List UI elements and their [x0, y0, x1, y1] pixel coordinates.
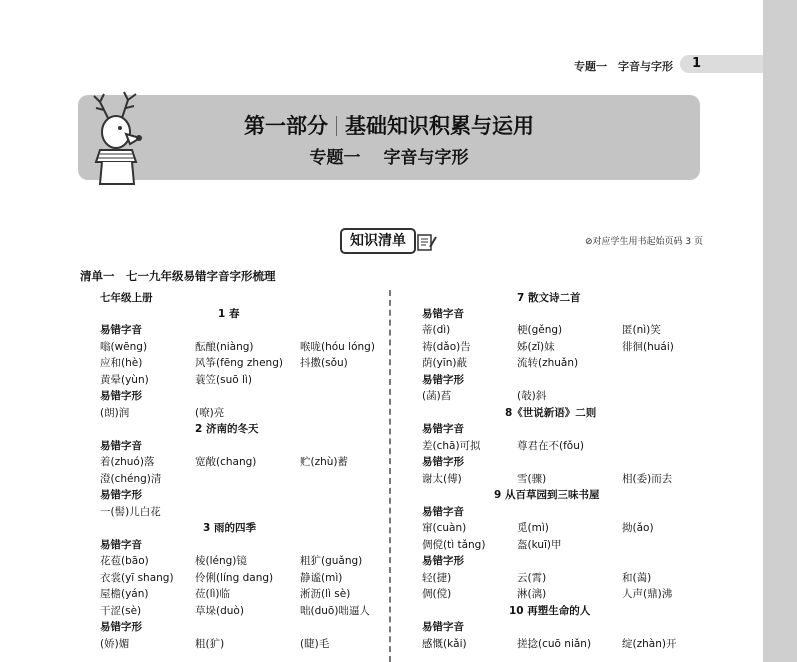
viewer-scroll-gutter [763, 0, 797, 662]
list-item: 人声(鼎)沸 [622, 588, 673, 600]
part-label: 第一部分 [244, 114, 328, 138]
list-item: 粗(犷) [195, 638, 225, 650]
list-item: 姊(zǐ)妹 [517, 341, 555, 353]
list-item: 绽(zhàn)开 [622, 638, 677, 650]
list-item: 莅(lì)临 [195, 588, 231, 600]
list-item: (娇)媚 [100, 638, 130, 650]
list-item: 感慨(kǎi) [422, 638, 467, 650]
list-item: 倜(傥) [422, 588, 452, 600]
knowledge-list-badge: 知识清单 [340, 228, 416, 254]
lesson-title: 8《世说新语》二则 [505, 407, 597, 419]
list-item: 着(zhuó)落 [100, 456, 155, 468]
list-item: (攲)斜 [517, 390, 547, 402]
form-label: 易错字形 [100, 489, 142, 501]
page-number: 1 [680, 55, 763, 73]
form-label: 易错字形 [422, 555, 464, 567]
list-item: 咄(duō)咄逼人 [300, 605, 370, 617]
list-item: 花苞(bāo) [100, 555, 149, 567]
list-item: 粗犷(guǎng) [300, 555, 363, 567]
list-item: 酝酿(niàng) [195, 341, 254, 353]
list-item: 流转(zhuǎn) [517, 357, 579, 369]
list-item: 草垛(duò) [195, 605, 244, 617]
student-book-page-note: ⊘对应学生用书起始页码 3 页 [585, 237, 703, 247]
deer-mascot-icon [86, 88, 150, 188]
form-label: 易错字形 [100, 621, 142, 633]
list-item: 一(髻)儿白花 [100, 506, 161, 518]
list-item: 荫(yīn)蔽 [422, 357, 467, 369]
list-item: 谢太(傅) [422, 473, 462, 485]
list-item: 淅沥(lì sè) [300, 588, 351, 600]
list-item: 蓑笠(suō lì) [195, 374, 252, 386]
list-item: 干涩(sè) [100, 605, 142, 617]
list-item: 尊君在不(fǒu) [517, 440, 584, 452]
list-item: 屋檐(yán) [100, 588, 149, 600]
lesson-title: 2 济南的冬天 [195, 423, 259, 435]
list-item: 相(委)而去 [622, 473, 673, 485]
list-item: 盔(kuī)甲 [517, 539, 562, 551]
list-item: 伶俐(líng dang) [195, 572, 274, 584]
list-item: 嗡(wēng) [100, 341, 148, 353]
list-item: 抖擞(sǒu) [300, 357, 348, 369]
list-item: (菡)萏 [422, 390, 452, 402]
list-item: 轻(捷) [422, 572, 452, 584]
lesson-title: 10 再塑生命的人 [509, 605, 591, 617]
list-item: 澄(chéng)清 [100, 473, 162, 485]
chapter-banner [78, 95, 700, 180]
pron-label: 易错字音 [422, 423, 464, 435]
list-item: 倜傥(tì tǎng) [422, 539, 486, 551]
list-item: 黄晕(yùn) [100, 374, 149, 386]
pron-label: 易错字音 [422, 308, 464, 320]
list-item: (睫)毛 [300, 638, 330, 650]
lesson-title: 9 从百草园到三味书屋 [494, 489, 600, 501]
list-item: 棱(léng)镜 [195, 555, 247, 567]
list-title: 清单一 七一九年级易错字音字形梳理 [80, 269, 276, 283]
list-item: 静谧(mì) [300, 572, 343, 584]
form-label: 易错字形 [100, 390, 142, 402]
pron-label: 易错字音 [100, 539, 142, 551]
form-label: 易错字形 [422, 374, 464, 386]
part-title: 基础知识积累与运用 [345, 114, 534, 138]
column-divider [389, 290, 391, 662]
list-item: 差(chā)可拟 [422, 440, 481, 452]
list-item: 雪(骤) [517, 473, 547, 485]
banner-subtitle: 专题一 字音与字形 [309, 148, 469, 168]
lesson-title: 3 雨的四季 [203, 522, 256, 534]
list-item: 梗(gěng) [517, 324, 563, 336]
pron-label: 易错字音 [100, 324, 142, 336]
book-title: 七年级上册 [100, 292, 153, 304]
list-item: 喉咙(hóu lóng) [300, 341, 375, 353]
banner-title [78, 110, 700, 140]
pron-label: 易错字音 [422, 506, 464, 518]
list-item: 淋(漓) [517, 588, 547, 600]
lesson-title: 7 散文诗二首 [517, 292, 581, 304]
list-item: 衣裳(yī shang) [100, 572, 174, 584]
list-item: 宽敞(chang) [195, 456, 257, 468]
list-item: (朗)润 [100, 407, 130, 419]
pencil-notebook-icon [416, 232, 438, 252]
list-item: 祷(dǎo)告 [422, 341, 471, 353]
list-item: 拗(ǎo) [622, 522, 654, 534]
list-item: 应和(hè) [100, 357, 143, 369]
list-item: 觅(mì) [517, 522, 549, 534]
list-item: (嘹)亮 [195, 407, 225, 419]
list-item: 云(霄) [517, 572, 547, 584]
pron-label: 易错字音 [100, 440, 142, 452]
list-item: 徘徊(huái) [622, 341, 674, 353]
title-divider [336, 116, 337, 136]
list-item: 窜(cuàn) [422, 522, 467, 534]
list-item: 和(蔼) [622, 572, 652, 584]
list-item: 风筝(fēng zheng) [195, 357, 283, 369]
form-label: 易错字形 [422, 456, 464, 468]
list-item: 搓捻(cuō niǎn) [517, 638, 592, 650]
list-item: 蒂(dì) [422, 324, 451, 336]
running-header: 专题一 字音与字形 [574, 60, 673, 73]
list-item: 匿(nì)笑 [622, 324, 661, 336]
pron-label: 易错字音 [422, 621, 464, 633]
list-item: 贮(zhù)蓄 [300, 456, 349, 468]
lesson-title: 1 春 [218, 308, 240, 320]
